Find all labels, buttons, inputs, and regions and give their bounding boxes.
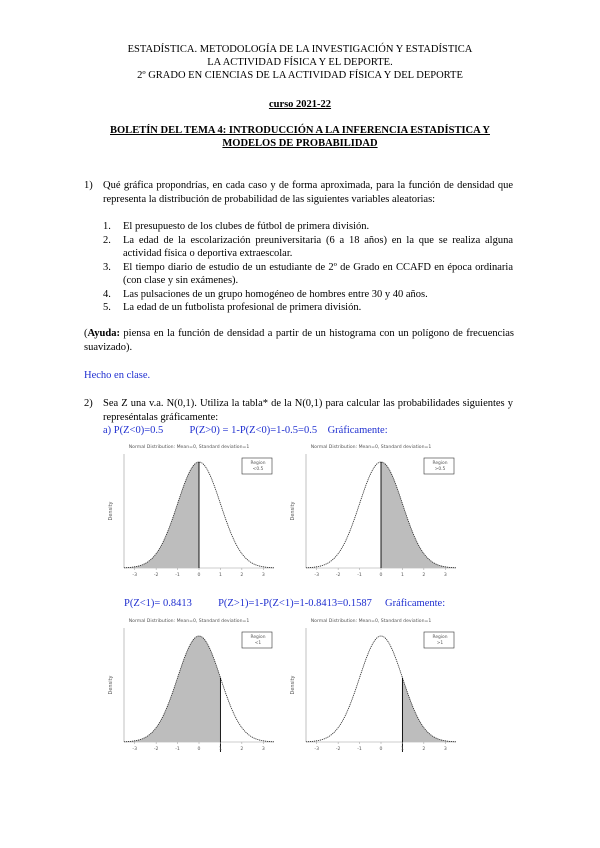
item-text: El presupuesto de los clubes de fútbol de primera división. [123,221,370,232]
normal-plot-left-1 [104,614,284,764]
item-text: El tiempo diario de estudio de un estudiante de 2º de Grado en CCAFD en época ordinaria (con clase y sin exámenes). [123,261,513,286]
q2-text: Sea Z una v.a. N(0,1). Utiliza la tabla* de la N(0,1) para calcular las probabilidades siguientes y represéntalas gráficamente: [103,398,513,423]
chart-title: Normal Distribution: Mean=0, Standard deviation=1 [310,619,432,624]
shaded-probability-area [402,678,456,742]
x-tick-label: 3 [443,747,447,752]
chart-title: Normal Distribution: Mean=0, Standard deviation=1 [128,619,250,624]
x-tick-label: 3 [261,747,265,752]
legend-label: <1 [254,641,262,646]
header-line-3: 2º GRADO EN CIENCIAS DE LA ACTIVIDAD FÍSICA Y DEL DEPORTE [137,70,463,81]
x-tick-label: -2 [335,747,341,752]
list-item [103,301,513,315]
q1-done-note: Hecho en clase. [84,370,151,381]
bulletin-title-line-1: BOLETÍN DEL TEMA 4: INTRODUCCIÓN A LA INFERENCIA ESTADÍSTICA Y [110,125,490,136]
normal-plot-right-0 [286,440,466,590]
header-line-1: ESTADÍSTICA. METODOLOGÍA DE LA INVESTIGACIÓN Y ESTADÍSTICA [127,44,473,55]
x-tick-label: -2 [335,573,341,578]
header-line-2: LA ACTIVIDAD FÍSICA Y EL DEPORTE. [207,57,393,68]
x-tick-label: -3 [132,747,138,752]
list-item [103,234,513,261]
legend-label: >0.5 [434,467,446,472]
normal-plot-left-0 [104,440,284,590]
q1-text: Qué gráfica propondrías, en cada caso y de forma aproximada, para la función de densidad que representa la distribución de probabilidad de las siguientes variables aleatorias: [103,180,513,205]
x-tick-label: -1 [175,747,180,752]
x-tick-label: -3 [314,573,320,578]
list-item [103,288,513,302]
course-year: curso 2021-22 [268,99,332,110]
x-tick-label: 1 [400,573,404,578]
bulletin-title-line-2: MODELOS DE PROBABILIDAD [222,138,378,149]
help-label: Ayuda: [87,328,120,339]
q1-number: 1) [84,180,93,191]
q1-help [84,327,514,354]
list-item [103,261,513,288]
help-open-paren: ( [84,328,88,339]
item-number: 2. [103,234,111,246]
x-tick-label: -1 [357,573,362,578]
y-axis-label: Density [290,675,296,695]
y-axis-label: Density [108,675,114,695]
legend-label: Region [432,461,448,466]
x-tick-label: -2 [153,747,159,752]
legend-label: <0.5 [252,467,264,472]
x-tick-label: 0 [379,747,383,752]
x-tick-label: -3 [314,747,320,752]
item-number: 3. [103,261,111,273]
q2-answer-b: P(Z<1)= 0.8413 P(Z>1)=1-P(Z<1)=1-0.8413=0.1587 Gráficamente: [124,598,446,609]
chart-title: Normal Distribution: Mean=0, Standard deviation=1 [128,445,250,450]
help-text: piensa en la función de densidad a partir de un histograma con un polígono de frecuencias suavizado). [84,328,514,353]
shaded-probability-area [124,636,220,742]
x-tick-label: -1 [357,747,362,752]
x-tick-label: 3 [261,573,265,578]
normal-density-chart [286,440,466,590]
q2-number: 2) [84,398,93,409]
legend-label: Region [250,461,266,466]
item-text: La edad de un futbolista profesional de primera división. [123,302,362,313]
x-tick-label: -1 [175,573,180,578]
x-tick-label: 0 [379,573,383,578]
x-tick-label: 2 [240,747,244,752]
x-tick-label: 1 [218,573,222,578]
x-tick-label: 3 [443,573,447,578]
x-tick-label: 1 [400,747,404,752]
y-axis-label: Density [290,501,296,521]
x-tick-label: 2 [422,573,426,578]
shaded-probability-area [124,462,199,568]
q1-item-list [103,220,513,315]
item-number: 4. [103,288,111,300]
x-tick-label: 0 [197,747,201,752]
item-text: La edad de la escolarización preuniversitaria (6 a 18 años) en la que se realiza alguna actividad física o deportiva extraescolar. [123,234,513,259]
legend-label: Region [250,635,266,640]
item-text: Las pulsaciones de un grupo homogéneo de hombres entre 30 y 40 años. [123,288,428,300]
chart-title: Normal Distribution: Mean=0, Standard deviation=1 [310,445,432,450]
x-tick-label: 2 [422,747,426,752]
item-number: 5. [103,302,111,313]
x-tick-label: 2 [240,573,244,578]
x-tick-label: -3 [132,573,138,578]
legend-label: Region [432,635,448,640]
x-tick-label: -2 [153,573,159,578]
y-axis-label: Density [108,501,114,521]
x-tick-label: 0 [197,573,201,578]
normal-density-chart [104,440,284,590]
list-item [103,220,513,234]
density-curve [306,636,456,742]
normal-density-chart [104,614,284,764]
x-tick-label: 1 [218,747,222,752]
q2-answer-a: a) P(Z<0)=0.5 P(Z>0) = 1-P(Z<0)=1-0.5=0.5 Gráficamente: [103,425,388,436]
item-number: 1. [103,221,111,232]
normal-plot-right-1 [286,614,466,764]
shaded-probability-area [381,462,456,568]
normal-density-chart [286,614,466,764]
legend-label: >1 [436,641,444,646]
